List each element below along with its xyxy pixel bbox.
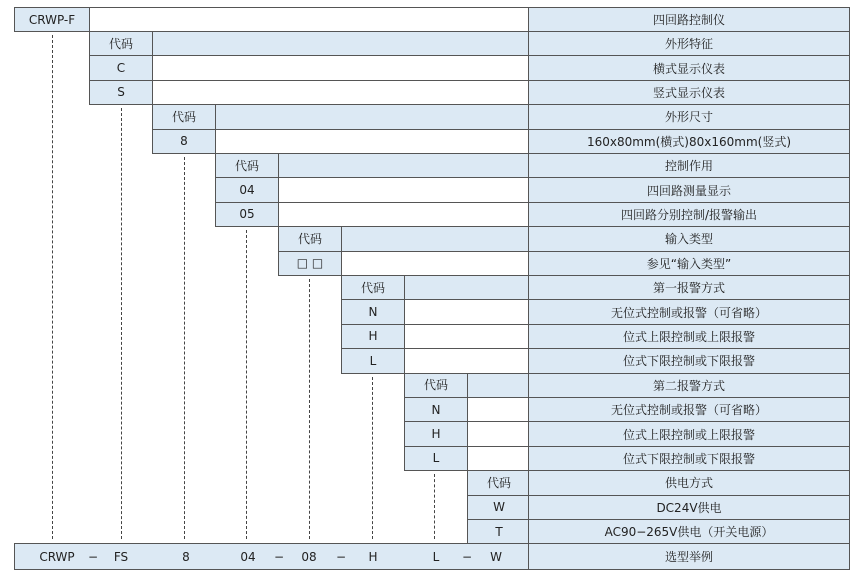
option-desc-text: 参见“输入类型” [646,256,732,271]
section-blank [215,104,529,129]
option-desc-text: 位式下限控制或下限报警 [622,451,755,466]
example-token: H [368,549,378,564]
code-header [341,275,405,300]
option-desc [528,324,850,349]
section-title-text: 输入类型 [664,232,713,247]
option-blank [404,324,529,349]
example-token: − [273,549,285,564]
option-desc [528,519,850,544]
example-token: 04 [240,549,256,564]
option-desc-text: 位式上限控制或上限报警 [622,329,755,344]
option-desc-text: 横式显示仪表 [652,61,725,76]
section-blank [278,153,529,178]
option-desc [528,55,850,80]
option-code-text: □ □ [296,256,324,271]
product-name-cell [528,7,850,32]
section-title [528,104,850,129]
option-code [278,251,342,276]
code-header-text: 代码 [108,36,133,51]
option-desc-text: 无位式控制或报警（可省略） [610,305,767,320]
code-header-text: 代码 [171,109,196,124]
option-desc [528,251,850,276]
option-desc-text: 160x80mm(横式)80x160mm(竖式) [586,134,792,149]
header-blank [89,7,529,32]
option-blank [467,446,529,471]
option-blank [404,299,529,324]
example-token: − [335,549,347,564]
section-title-text: 供电方式 [664,476,713,491]
option-code-text: H [368,329,378,344]
option-blank [152,80,529,105]
option-code-text: 04 [239,183,255,198]
option-blank [404,348,529,373]
option-desc-text: 四回路分别控制/报警输出 [620,207,758,222]
connector-line [184,157,185,539]
section-title-text: 控制作用 [664,159,713,174]
option-blank [152,55,529,80]
example-token: 8 [182,549,190,564]
example-label-cell [528,543,850,569]
option-code [341,324,405,349]
example-token: 08 [301,549,317,564]
option-code [89,55,153,80]
section-blank [341,226,529,251]
model-code-cell [14,7,90,32]
option-desc-text: 无位式控制或报警（可省略） [610,403,767,418]
option-code-text: 8 [180,134,188,149]
option-code [467,519,531,544]
option-desc [528,421,850,446]
option-code [404,397,468,422]
option-blank [341,251,529,276]
option-blank [467,421,529,446]
option-code-text: N [431,402,441,417]
example-token: − [87,549,99,564]
connector-line [372,377,373,540]
option-code-text: C [116,61,126,76]
option-desc [528,129,850,154]
option-desc-text: 四回路测量显示 [646,183,731,198]
section-title [528,373,850,398]
option-code [341,348,405,373]
option-desc [528,299,850,324]
option-code [152,129,216,154]
option-code-text: N [368,305,378,320]
option-code-text: W [493,500,505,515]
option-desc [528,348,850,373]
option-blank [215,129,529,154]
section-blank [467,373,529,398]
example-token: − [461,549,473,564]
code-header-text: 代码 [486,475,511,490]
option-desc-text: DC24V供电 [656,500,722,515]
example-token: L [432,549,440,564]
option-code-text: L [369,353,377,368]
section-title-text: 第一报警方式 [652,281,725,296]
example-token: CRWP [39,549,75,564]
code-header-text: 代码 [360,280,385,295]
option-blank [278,202,529,227]
section-title-text: 外形尺寸 [664,110,713,125]
option-blank [278,177,529,202]
option-code [404,421,468,446]
connector-line [121,108,122,539]
section-title [528,226,850,251]
option-code [404,446,468,471]
code-header [278,226,342,251]
model-code: CRWP-F [28,12,76,27]
option-blank [467,397,529,422]
option-code [341,299,405,324]
code-header [215,153,279,178]
option-desc [528,495,850,520]
option-desc [528,80,850,105]
option-code-text: L [432,451,440,466]
code-header-text: 代码 [423,378,448,393]
code-header [89,31,153,56]
code-header-text: 代码 [234,158,259,173]
section-title-text: 第二报警方式 [652,378,725,393]
option-code-text: T [495,524,503,539]
section-title [528,31,850,56]
option-code [467,495,531,520]
option-desc-text: 位式上限控制或上限报警 [622,427,755,442]
section-blank [152,31,529,56]
code-header [467,470,531,495]
example-token: W [490,549,502,564]
section-title-text: 外形特征 [664,37,713,52]
connector-line [246,230,247,539]
code-header-text: 代码 [297,231,322,246]
section-title [528,153,850,178]
section-title [528,470,850,495]
option-code [215,202,279,227]
option-code [215,177,279,202]
example-row [14,543,529,569]
option-desc [528,446,850,471]
option-code-text: 05 [239,207,255,222]
connector-line [52,35,53,539]
example-token: FS [113,549,129,564]
section-title [528,275,850,300]
option-code [89,80,153,105]
option-code-text: S [117,85,125,100]
option-desc-text: AC90−265V供电（开关电源） [604,525,774,540]
product-name: 四回路控制仪 [652,13,725,27]
option-desc-text: 位式下限控制或下限报警 [622,354,755,369]
option-desc [528,397,850,422]
example-label-cell-text: 选型举例 [664,550,713,565]
option-desc [528,177,850,202]
section-blank [404,275,529,300]
option-code-text: H [431,427,441,442]
option-desc-text: 竖式显示仪表 [652,85,725,100]
code-header [404,373,468,398]
code-header [152,104,216,129]
connector-line [309,279,310,539]
connector-line [434,474,435,539]
option-desc [528,202,850,227]
